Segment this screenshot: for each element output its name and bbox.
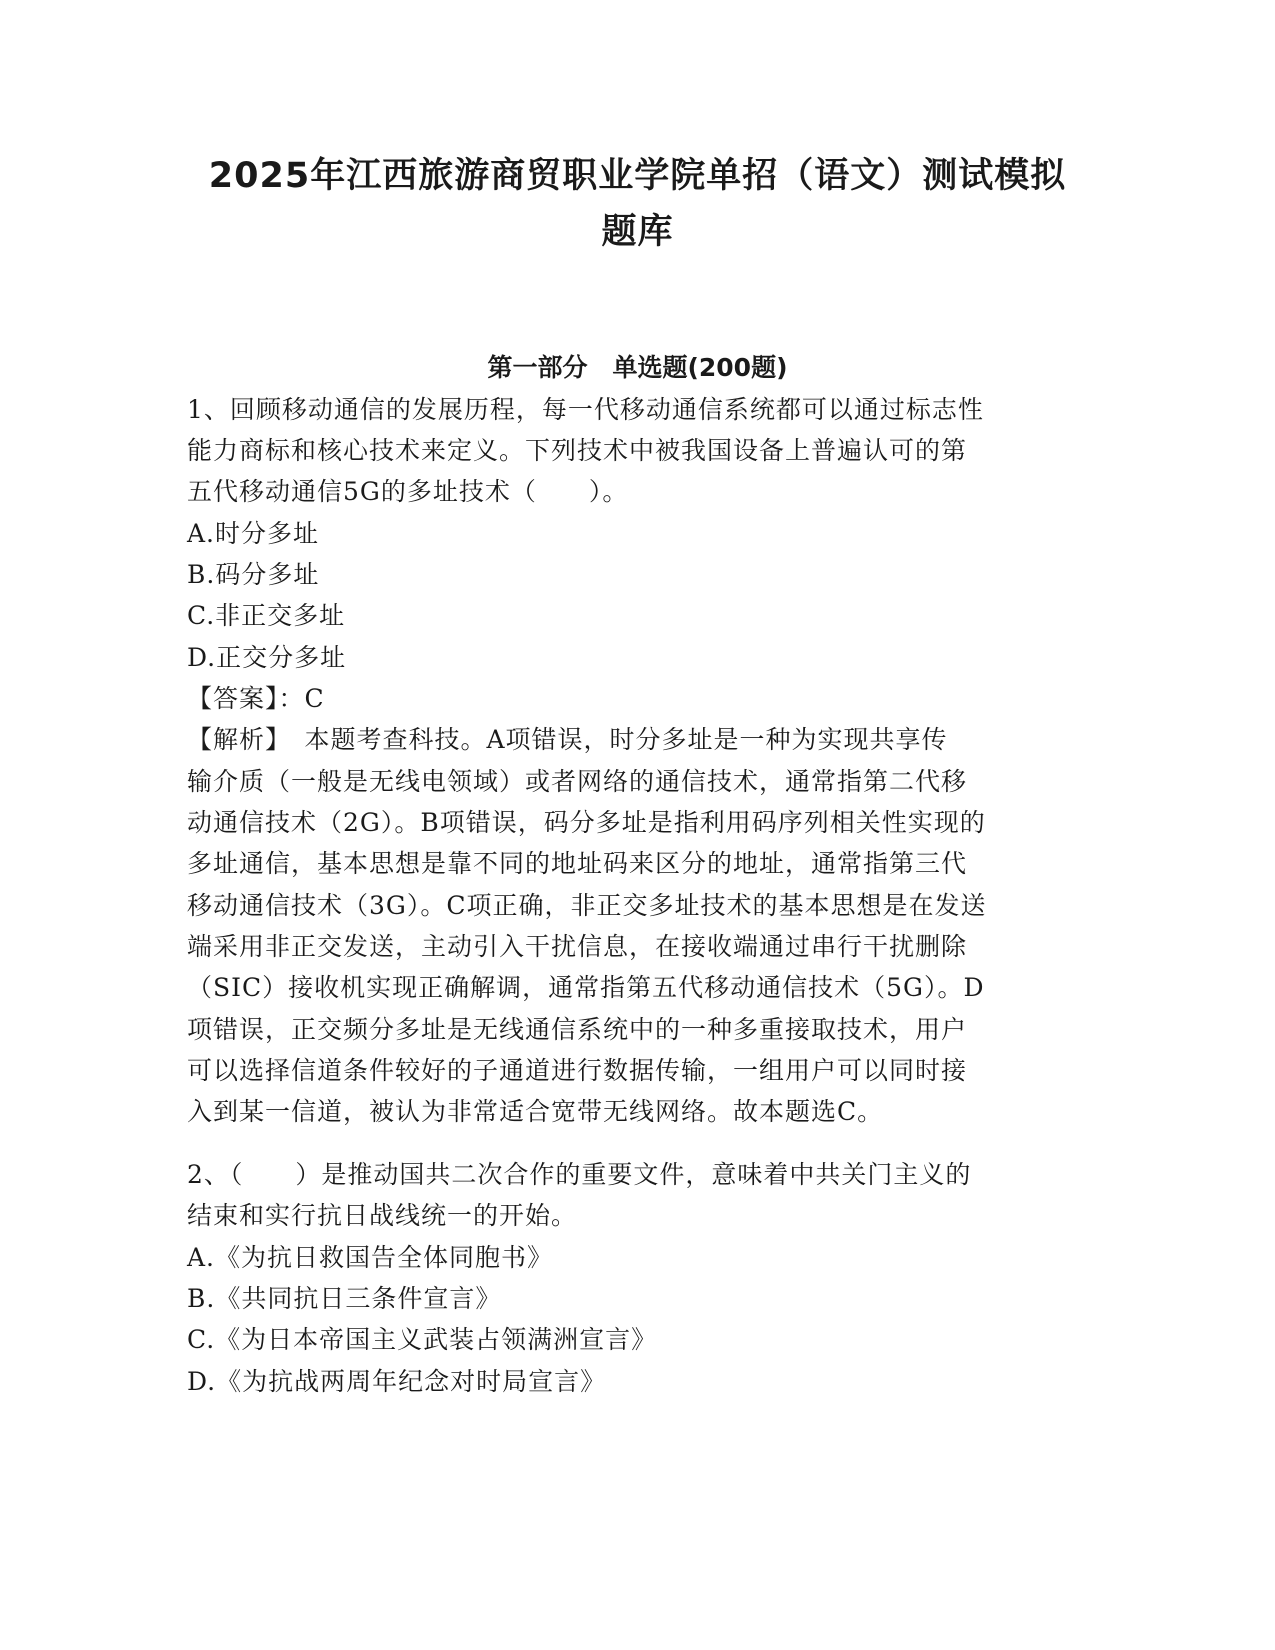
question-1-analysis-line: 输介质（一般是无线电领域）或者网络的通信技术，通常指第二代移 bbox=[187, 767, 968, 796]
question-1-analysis-line: 多址通信，基本思想是靠不同的地址码来区分的地址，通常指第三代 bbox=[187, 849, 968, 878]
question-1-analysis-line: 项错误，正交频分多址是无线通信系统中的一种多重接取技术，用户 bbox=[187, 1015, 968, 1044]
question-2-option-d: D.《为抗战两周年纪念对时局宣言》 bbox=[187, 1367, 607, 1396]
question-1-analysis-line: 动通信技术（2G）。B项错误，码分多址是指利用码序列相关性实现的 bbox=[187, 808, 986, 837]
question-1-analysis-line: 入到某一信道，被认为非常适合宽带无线网络。故本题选C。 bbox=[187, 1097, 884, 1126]
document-title-line-2: 题库 bbox=[601, 212, 674, 252]
question-2-option-b: B.《共同抗日三条件宣言》 bbox=[187, 1284, 502, 1313]
question-1-option-d: D.正交分多址 bbox=[187, 643, 347, 672]
question-1-stem-line: 五代移动通信5G的多址技术（ ）。 bbox=[187, 477, 629, 506]
question-1-answer: 【答案】：C bbox=[187, 684, 325, 713]
question-1-analysis-line: 端采用非正交发送，主动引入干扰信息，在接收端通过串行干扰删除 bbox=[187, 932, 968, 961]
question-2-stem-line: 结束和实行抗日战线统一的开始。 bbox=[187, 1201, 578, 1230]
question-1-option-c: C.非正交多址 bbox=[187, 601, 346, 630]
question-1-option-b: B.码分多址 bbox=[187, 560, 320, 589]
question-1-stem-line: 1、回顾移动通信的发展历程，每一代移动通信系统都可以通过标志性 bbox=[187, 395, 984, 424]
question-1-analysis-line: （SIC）接收机实现正确解调，通常指第五代移动通信技术（5G）。D bbox=[187, 973, 985, 1002]
section-heading: 第一部分 单选题(200题) bbox=[487, 353, 788, 382]
question-2-stem-line: 2、（ ）是推动国共二次合作的重要文件，意味着中共关门主义的 bbox=[187, 1160, 972, 1189]
question-1-stem-line: 能力商标和核心技术来定义。下列技术中被我国设备上普遍认可的第 bbox=[187, 436, 968, 465]
document-title-line-1: 2025年江西旅游商贸职业学院单招（语文）测试模拟 bbox=[208, 156, 1067, 196]
question-1-analysis-line: 移动通信技术（3G）。C项正确，非正交多址技术的基本思想是在发送 bbox=[187, 891, 987, 920]
question-1-option-a: A.时分多址 bbox=[187, 519, 320, 548]
question-2-option-c: C.《为日本帝国主义武装占领满洲宣言》 bbox=[187, 1325, 658, 1354]
question-1-analysis-line: 可以选择信道条件较好的子通道进行数据传输，一组用户可以同时接 bbox=[187, 1056, 968, 1085]
question-2-option-a: A.《为抗日救国告全体同胞书》 bbox=[187, 1243, 554, 1272]
question-1-analysis-line: 【解析】 本题考查科技。A项错误，时分多址是一种为实现共享传 bbox=[187, 725, 948, 754]
